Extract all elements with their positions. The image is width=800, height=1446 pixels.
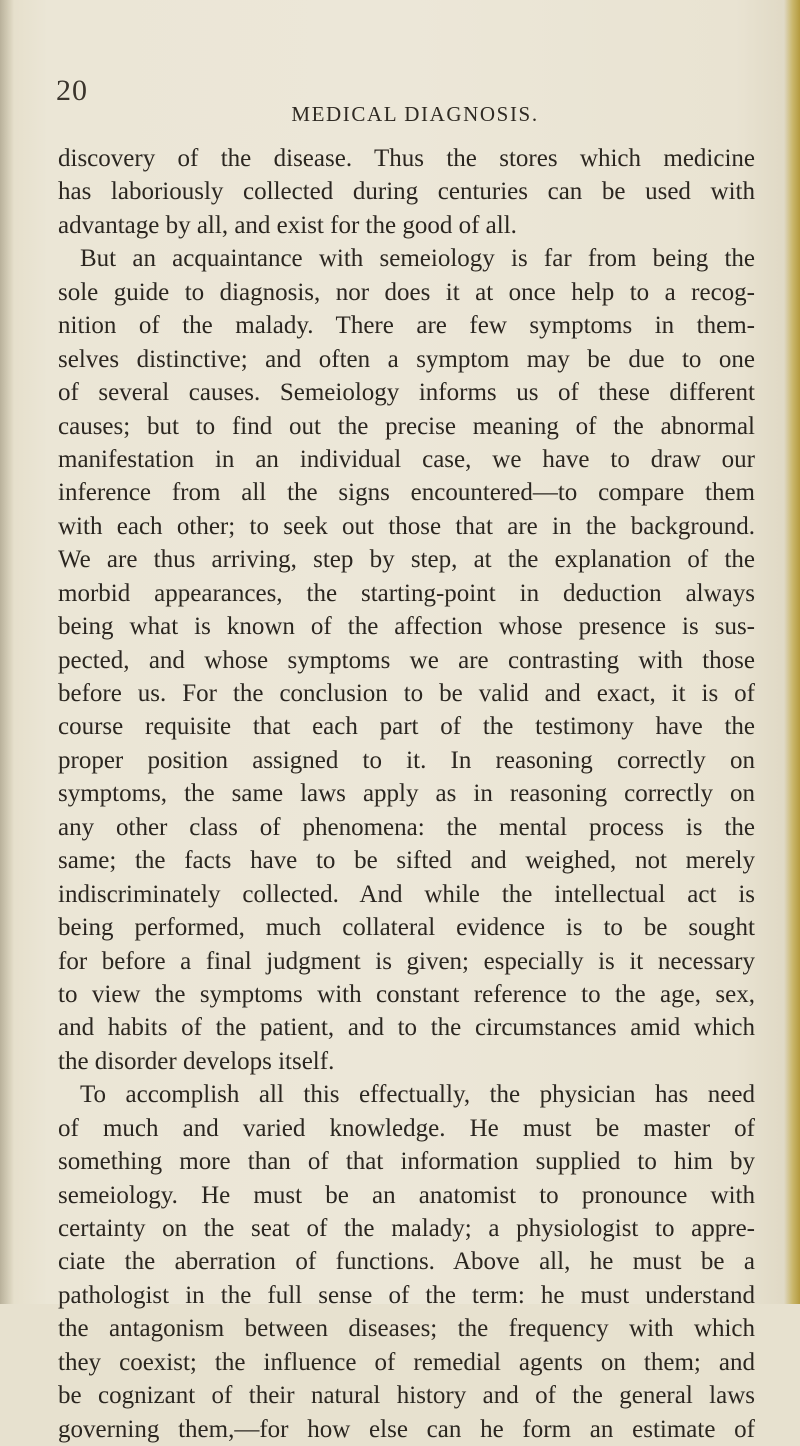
text-line: for before a final judgment is given; especially is it necessary xyxy=(58,947,755,975)
text-line: they coexist; the influence of remedial agents on them; and xyxy=(58,1348,755,1376)
text-line: being performed, much collateral evidence is to be sought xyxy=(58,914,755,942)
text-line: course requisite that each part of the testimony have the xyxy=(58,713,755,741)
text-line: of much and varied knowledge. He must be master of xyxy=(58,1114,755,1142)
text-line: proper position assigned to it. In reasoning correctly on xyxy=(58,746,755,774)
text-line: being what is known of the affection whose presence is sus- xyxy=(58,613,755,641)
text-line: manifestation in an individual case, we have to draw our xyxy=(58,445,755,473)
text-line: sole guide to diagnosis, nor does it at once help to a recog- xyxy=(58,278,755,306)
page-number: 20 xyxy=(56,74,88,107)
text-line: But an acquaintance with semeiology is far from being the xyxy=(80,245,755,273)
text-line: any other class of phenomena: the mental process is the xyxy=(58,813,755,841)
text-line: the antagonism between diseases; the frequency with which xyxy=(58,1315,755,1343)
text-line: ciate the aberration of functions. Above all, he must be a xyxy=(58,1248,755,1276)
text-line: has laboriously collected during centuries can be used with xyxy=(58,178,755,206)
text-line: certainty on the seat of the malady; a physiologist to appre- xyxy=(58,1215,755,1242)
running-head: MEDICAL DIAGNOSIS. xyxy=(291,102,539,126)
text-line: We are thus arriving, step by step, at the explanation of the xyxy=(58,546,755,574)
text-line: selves distinctive; and often a symptom may be due to one xyxy=(58,345,755,373)
text-line: advantage by all, and exist for the good of all. xyxy=(58,211,517,239)
text-line: pected, and whose symptoms we are contrasting with those xyxy=(58,646,755,674)
text-line: causes; but to find out the precise meaning of the abnormal xyxy=(58,412,755,440)
text-line: indiscriminately collected. And while the intellectual act is xyxy=(58,880,755,908)
text-line: semeiology. He must be an anatomist to pronounce with xyxy=(58,1181,755,1209)
text-line: governing them,—for how else can he form an estimate of xyxy=(58,1415,755,1443)
text-line: something more than of that information supplied to him by xyxy=(58,1148,755,1176)
text-line: To accomplish all this effectually, the physician has need xyxy=(80,1081,755,1109)
text-line: pathologist in the full sense of the term: he must understand xyxy=(58,1281,755,1309)
text-line: to view the symptoms with constant reference to the age, sex, xyxy=(58,980,755,1008)
text-line: symptoms, the same laws apply as in reasoning correctly on xyxy=(58,780,755,808)
text-line: same; the facts have to be sifted and weighed, not merely xyxy=(58,847,755,875)
text-line: before us. For the conclusion to be valid and exact, it is of xyxy=(58,680,755,707)
text-line: nition of the malady. There are few symptoms in them- xyxy=(58,312,755,340)
body-text xyxy=(58,142,755,1446)
text-line: inference from all the signs encountered—to compare them xyxy=(58,479,755,507)
text-line: discovery of the disease. Thus the stores which medicine xyxy=(58,145,755,172)
text-line: be cognizant of their natural history and of the general laws xyxy=(58,1382,755,1410)
text-line: and habits of the patient, and to the circumstances amid which xyxy=(58,1014,755,1042)
text-line: morbid appearances, the starting-point in deduction always xyxy=(58,579,755,607)
text-line: of several causes. Semeiology informs us of these different xyxy=(58,379,755,407)
text-line: with each other; to seek out those that are in the background. xyxy=(58,512,755,540)
page-edge-tint xyxy=(784,0,800,1304)
page-gutter-shadow xyxy=(0,0,14,1304)
text-line: the disorder develops itself. xyxy=(58,1047,335,1075)
